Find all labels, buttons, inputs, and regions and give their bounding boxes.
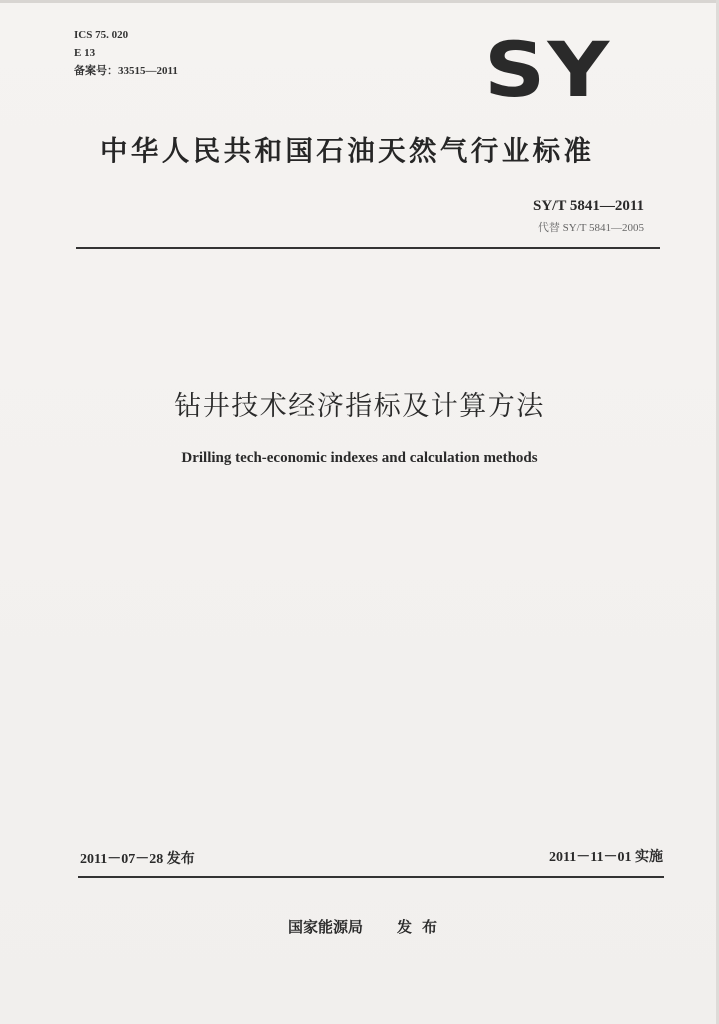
ics-code: ICS 75. 020 [74, 29, 129, 41]
replaces-standard: 代替 SY/T 5841—2005 [537, 222, 644, 234]
ccs-code: E 13 [74, 47, 96, 59]
classification-block [74, 26, 178, 80]
publisher-action: 发布 [397, 918, 448, 936]
document-title-english: Drilling tech-economic indexes and calculation methods [181, 450, 538, 466]
scan-edge-top [0, 0, 719, 3]
issue-date: 2011－07－28 发布 [80, 852, 195, 867]
footer-divider [78, 876, 664, 878]
publisher-name: 国家能源局 [288, 918, 364, 936]
sy-logo: SY [484, 25, 612, 114]
record-number: 备案号：33515—2011 [74, 65, 178, 77]
standard-number: SY/T 5841—2011 [533, 198, 644, 214]
publisher-line [288, 916, 447, 937]
implementation-date: 2011－11－01 实施 [549, 850, 663, 865]
standard-category-title: 中华人民共和国石油天然气行业标准 [100, 135, 595, 167]
header-divider [76, 247, 660, 249]
document-title-chinese: 钻井技术经济指标及计算方法 [174, 391, 545, 422]
standard-number-block [533, 198, 644, 235]
